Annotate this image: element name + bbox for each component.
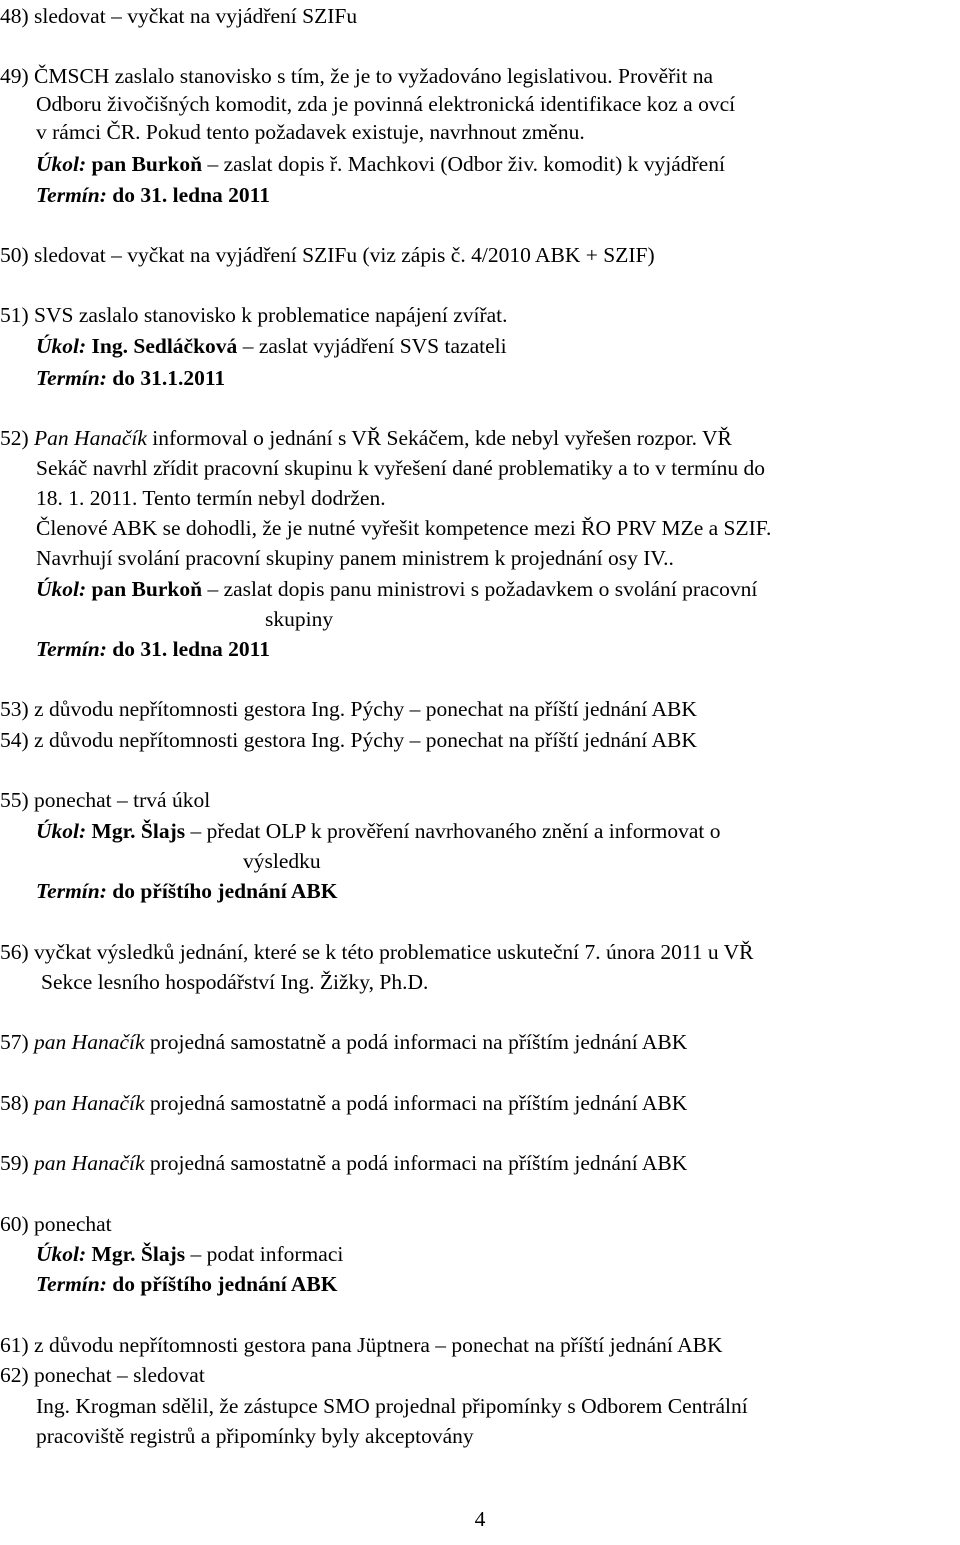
task-label: Úkol: [36, 334, 87, 358]
item-text: z důvodu nepřítomnosti gestora Ing. Pýchy – ponechat na příští jednání ABK [34, 697, 697, 721]
deadline-label: Termín: [36, 637, 107, 661]
item-text: informoval o jednání s VŘ Sekáčem, kde nebyl vyřešen rozpor. VŘ [146, 426, 732, 450]
item-60 [0, 1211, 112, 1237]
task-person: pan Burkoň [91, 152, 203, 176]
item-text: projedná samostatně a podá informaci na příštím jednání ABK [144, 1030, 688, 1054]
item-54 [0, 727, 697, 753]
item-49-deadline [36, 182, 270, 208]
task-text: – předat OLP k prověření navrhovaného znění a informovat o [185, 819, 721, 843]
item-53 [0, 696, 697, 722]
item-text: sledovat – vyčkat na vyjádření SZIFu (viz zápis č. 4/2010 ABK + SZIF) [34, 243, 655, 267]
task-person: Mgr. Šlajs [91, 1242, 186, 1266]
item-number: 61) [0, 1333, 29, 1357]
task-text-continued: skupiny [265, 607, 334, 631]
item-text: projedná samostatně a podá informaci na příštím jednání ABK [144, 1091, 688, 1115]
task-text: – podat informaci [185, 1242, 344, 1266]
item-text: ČMSCH zaslalo stanovisko s tím, že je to vyžadováno legislativou. Prověřit na [34, 64, 713, 88]
item-61 [0, 1332, 723, 1358]
item-number: 57) [0, 1030, 29, 1054]
item-60-deadline [36, 1271, 337, 1297]
person-name: pan Hanačík [34, 1151, 145, 1175]
page-number: 4 [474, 1507, 486, 1531]
person-name: pan Hanačík [34, 1091, 145, 1115]
item-48 [0, 3, 357, 29]
item-number: 51) [0, 303, 29, 327]
item-number: 53) [0, 697, 29, 721]
task-label: Úkol: [36, 152, 87, 176]
item-text: SVS zaslalo stanovisko k problematice napájení zvířat. [34, 303, 508, 327]
item-49-task [36, 151, 725, 177]
item-62-line-3: pracoviště registrů a připomínky byly akceptovány [36, 1424, 474, 1448]
item-number: 60) [0, 1212, 29, 1236]
item-number: 62) [0, 1363, 29, 1387]
item-55-task [36, 818, 720, 844]
person-name: Pan Hanačík [34, 426, 147, 450]
task-text: – zaslat vyjádření SVS tazateli [237, 334, 507, 358]
item-number: 50) [0, 243, 29, 267]
item-text: ponechat [34, 1212, 112, 1236]
task-text: – zaslat dopis ř. Machkovi (Odbor živ. komodit) k vyjádření [202, 152, 725, 176]
task-person: Mgr. Šlajs [91, 819, 186, 843]
item-50 [0, 242, 655, 268]
item-number: 59) [0, 1151, 29, 1175]
deadline-label: Termín: [36, 879, 107, 903]
deadline-label: Termín: [36, 366, 107, 390]
task-label: Úkol: [36, 577, 87, 601]
item-60-task [36, 1241, 343, 1267]
item-number: 54) [0, 728, 29, 752]
item-52-line-5: Navrhují svolání pracovní skupiny panem ministrem k projednání osy IV.. [36, 546, 674, 570]
item-59 [0, 1150, 687, 1176]
item-58 [0, 1090, 687, 1116]
deadline-value: do 31. ledna 2011 [106, 183, 270, 207]
item-text: ponechat – sledovat [34, 1363, 205, 1387]
item-56 [0, 939, 754, 965]
task-text: – zaslat dopis panu ministrovi s požadavkem o svolání pracovní [202, 577, 758, 601]
item-text: sledovat – vyčkat na vyjádření SZIFu [34, 4, 358, 28]
item-number: 49) [0, 64, 29, 88]
item-55 [0, 787, 210, 813]
task-label: Úkol: [36, 1242, 87, 1266]
item-number: 48) [0, 4, 29, 28]
item-52-task [36, 576, 757, 602]
item-52-line-4: Členové ABK se dohodli, že je nutné vyřešit kompetence mezi ŘO PRV MZe a SZIF. [36, 516, 772, 540]
item-text: z důvodu nepřítomnosti gestora pana Jüptnera – ponechat na příští jednání ABK [34, 1333, 723, 1357]
item-55-deadline [36, 878, 337, 904]
item-number: 56) [0, 940, 29, 964]
item-49 [0, 63, 713, 89]
deadline-label: Termín: [36, 183, 107, 207]
item-52-deadline [36, 636, 270, 662]
item-text: ponechat – trvá úkol [34, 788, 211, 812]
item-56-line-2: Sekce lesního hospodářství Ing. Žižky, Ph.D. [41, 970, 429, 994]
item-51 [0, 302, 508, 328]
item-52-line-3: 18. 1. 2011. Tento termín nebyl dodržen. [36, 486, 386, 510]
item-number: 52) [0, 426, 29, 450]
item-62-line-2: Ing. Krogman sdělil, že zástupce SMO projednal připomínky s Odborem Centrální [36, 1394, 748, 1418]
item-text: z důvodu nepřítomnosti gestora Ing. Pýchy – ponechat na příští jednání ABK [34, 728, 697, 752]
item-51-task [36, 333, 507, 359]
item-number: 55) [0, 788, 29, 812]
task-text-continued: výsledku [243, 849, 321, 873]
deadline-label: Termín: [36, 1272, 107, 1296]
item-49-line-2: Odboru živočišných komodit, zda je povinná elektronická identifikace koz a ovcí [36, 92, 736, 116]
deadline-value: do příštího jednání ABK [106, 1272, 338, 1296]
item-text: projedná samostatně a podá informaci na příštím jednání ABK [144, 1151, 688, 1175]
item-51-deadline [36, 365, 225, 391]
task-person: Ing. Sedláčková [91, 334, 238, 358]
deadline-value: do 31. ledna 2011 [106, 637, 270, 661]
item-52 [0, 425, 732, 451]
deadline-value: do příštího jednání ABK [106, 879, 338, 903]
task-person: pan Burkoň [91, 577, 203, 601]
task-label: Úkol: [36, 819, 87, 843]
person-name: pan Hanačík [34, 1030, 145, 1054]
item-number: 58) [0, 1091, 29, 1115]
item-49-line-3: v rámci ČR. Pokud tento požadavek existuje, navrhnout změnu. [36, 120, 585, 144]
item-text: vyčkat výsledků jednání, které se k této problematice uskuteční 7. února 2011 u VŘ [28, 940, 754, 964]
item-62 [0, 1362, 205, 1388]
item-57 [0, 1029, 687, 1055]
deadline-value: do 31.1.2011 [106, 366, 226, 390]
item-52-line-2: Sekáč navrhl zřídit pracovní skupinu k vyřešení dané problematiky a to v termínu do [36, 456, 766, 480]
